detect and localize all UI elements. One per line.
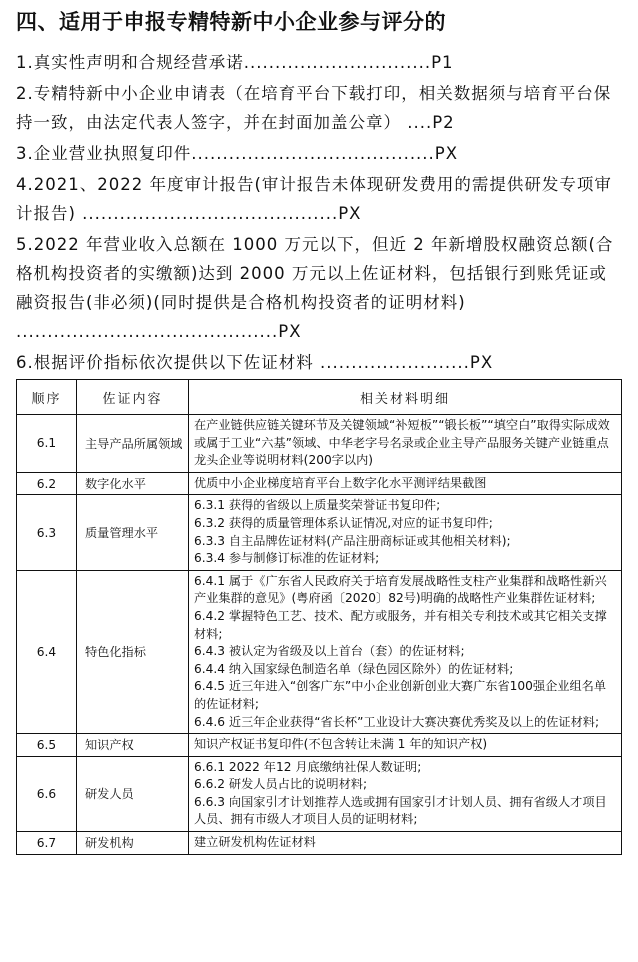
detail-line: 6.6.1 2022 年12 月底缴纳社保人数证明; <box>194 759 422 774</box>
row-category: 研发人员 <box>77 756 189 831</box>
detail-line: 在产业链供应链关键环节及关键领域“补短板”“锻长板”“填空白”取得实际成效或属于工业“六基”领域、中华老字号名录或企业主导产品服务关键产业链重点龙头企业等说明材料(200字以内) <box>194 418 610 468</box>
row-category: 知识产权 <box>77 734 189 757</box>
row-category: 研发机构 <box>77 832 189 855</box>
list-item: 1.真实性声明和合规经营承诺..............................P1 <box>16 53 454 72</box>
detail-line: 6.3.1 获得的省级以上质量奖荣誉证书复印件; <box>194 498 441 513</box>
row-number: 6.5 <box>17 734 77 757</box>
row-detail <box>189 756 622 831</box>
row-number: 6.7 <box>17 832 77 855</box>
table-row <box>17 756 622 831</box>
row-number: 6.4 <box>17 570 77 733</box>
detail-line: 6.4.2 掌握特色工艺、技术、配方或服务，并有相关专利技术或其它相关支撑材料; <box>194 608 607 641</box>
list-item: 6.根据评价指标依次提供以下佐证材料 ........................PX <box>16 353 494 372</box>
section-heading: 四、适用于申报专精特新中小企业参与评分的 <box>16 10 446 34</box>
detail-line: 6.4.4 纳入国家绿色制造名单（绿色园区除外）的佐证材料; <box>194 661 514 676</box>
col-header-detail: 相关材料明细 <box>189 380 622 415</box>
col-header-order: 顺序 <box>17 380 77 415</box>
row-category: 数字化水平 <box>77 472 189 495</box>
detail-line: 6.6.3 向国家引才计划推荐人选或拥有国家引才计划人员、拥有省级人才项目人员、拥有市级人才项目人员的证明材料; <box>194 794 607 827</box>
row-category: 质量管理水平 <box>77 495 189 570</box>
row-detail <box>189 495 622 570</box>
row-detail <box>189 570 622 733</box>
table-row <box>17 570 622 733</box>
detail-line: 6.3.3 自主品牌佐证材料(产品注册商标证或其他相关材料); <box>194 533 511 548</box>
table-row <box>17 415 622 473</box>
row-number: 6.2 <box>17 472 77 495</box>
list-item: 4.2021、2022 年度审计报告(审计报告未体现研发费用的需提供研发专项审计报告) .........................................PX <box>16 175 612 223</box>
row-number: 6.1 <box>17 415 77 473</box>
row-number: 6.6 <box>17 756 77 831</box>
row-detail <box>189 832 622 855</box>
list-item: 3.企业营业执照复印件.......................................PX <box>16 144 459 163</box>
row-detail <box>189 734 622 757</box>
list-item: 2.专精特新中小企业申请表（在培育平台下载打印，相关数据须与培育平台保持一致，由法定代表人签字，并在封面加盖公章） ....P2 <box>16 84 612 132</box>
detail-line: 6.6.2 研发人员占比的说明材料; <box>194 777 368 792</box>
detail-line: 6.4.6 近三年企业获得“省长杯”工业设计大赛决赛优秀奖及以上的佐证材料; <box>194 714 600 729</box>
row-detail <box>189 472 622 495</box>
detail-line: 6.3.2 获得的质量管理体系认证情况,对应的证书复印件; <box>194 515 493 530</box>
table-header-row <box>17 380 622 415</box>
detail-line: 6.4.5 近三年进入“创客广东”中小企业创新创业大赛广东省100强企业组名单的佐证材料; <box>194 679 607 711</box>
detail-line: 优质中小企业梯度培育平台上数字化水平测评结果截图 <box>194 475 487 490</box>
table-row <box>17 734 622 757</box>
list-item: 5.2022 年营业收入总额在 1000 万元以下，但近 2 年新增股权融资总额(合格机构投资者的实缴额)达到 2000 万元以上佐证材料，包括银行到账凭证或融资报告(非必须)(同时提供是合格机构投资者的证明材料) ..........................................PX <box>16 235 614 341</box>
detail-line: 6.4.3 被认定为省级及以上首台（套）的佐证材料; <box>194 644 465 659</box>
row-category: 主导产品所属领域 <box>77 415 189 473</box>
detail-line: 6.3.4 参与制修订标准的佐证材料; <box>194 551 380 566</box>
col-header-content: 佐证内容 <box>77 380 189 415</box>
table-row <box>17 832 622 855</box>
table-row <box>17 495 622 570</box>
row-category: 特色化指标 <box>77 570 189 733</box>
table-row <box>17 472 622 495</box>
row-number: 6.3 <box>17 495 77 570</box>
evidence-table <box>16 379 622 855</box>
detail-line: 知识产权证书复印件(不包含转让未满 1 年的知识产权) <box>194 737 488 752</box>
detail-line: 建立研发机构佐证材料 <box>194 835 316 850</box>
detail-line: 6.4.1 属于《广东省人民政府关于培育发展战略性支柱产业集群和战略性新兴产业集群的意见》(粤府函〔2020〕82号)明确的战略性产业集群佐证材料; <box>194 573 607 606</box>
row-detail <box>189 415 622 473</box>
